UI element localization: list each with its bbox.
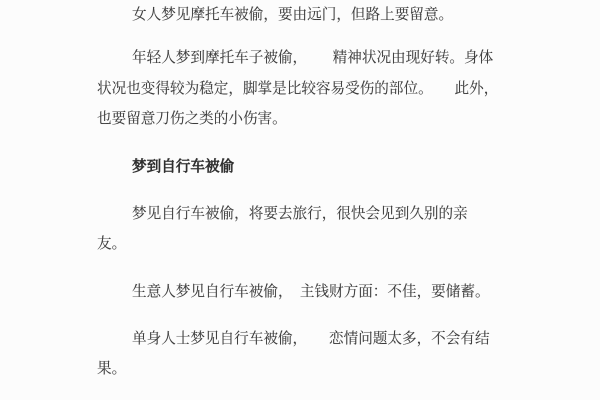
paragraph-line: 年轻人梦到摩托车子被偷， 精神状况由现好转。身体 — [132, 50, 494, 66]
paragraph-line: 单身人士梦见自行车被偷， 恋情问题太多，不会有结 — [132, 331, 490, 347]
paragraph-line: 果。 — [97, 361, 127, 377]
paragraph-line: 梦见自行车被偷，将要去旅行，很快会见到久别的亲 — [132, 206, 468, 222]
paragraph-line: 也要留意刀伤之类的小伤害。 — [97, 111, 287, 127]
paragraph-line: 生意人梦见自行车被偷， 主钱财方面：不佳，要储蓄。 — [132, 284, 490, 300]
section-heading: 梦到自行车被偷 — [132, 159, 235, 175]
paragraph-line: 状况也变得较为稳定，脚掌是比较容易受伤的部位。 此外， — [97, 81, 499, 97]
paragraph-line: 女人梦见摩托车被偷，要由远门，但路上要留意。 — [132, 7, 454, 23]
paragraph-line: 友。 — [97, 236, 127, 252]
